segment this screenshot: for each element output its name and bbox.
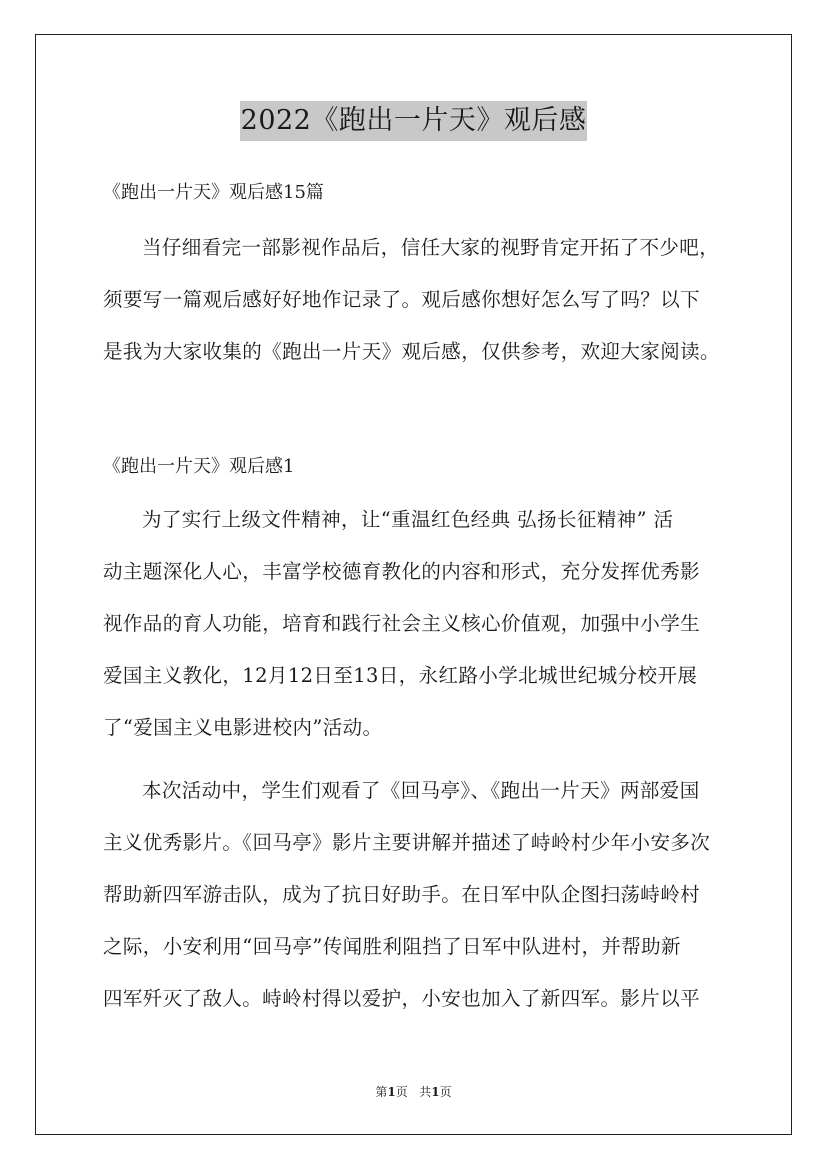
total-pages-suffix: 页 <box>439 1085 452 1099</box>
body-paragraph-2 <box>103 765 743 1025</box>
page-number: 1 <box>387 1085 396 1099</box>
body-paragraph-1 <box>103 494 743 754</box>
paragraph-line: 了“爱国主义电影进校内”活动。 <box>103 716 383 739</box>
document-title: 2022《跑出一片天》观后感 <box>240 101 588 141</box>
intro-line: 当仔细看完一部影视作品后，信任大家的视野肯定开拓了不少吧， <box>142 236 720 259</box>
paragraph-line: 爱国主义教化，12月12日至13日，永红路小学北城世纪城分校开展 <box>103 664 698 687</box>
intro-line: 是我为大家收集的《跑出一片天》观后感，仅供参考，欢迎大家阅读。 <box>103 340 720 363</box>
paragraph-line: 之际，小安利用“回马亭”传闻胜利阻挡了日军中队进村，并帮助新 <box>103 935 681 958</box>
total-pages: 1 <box>431 1085 440 1099</box>
paragraph-line: 主义优秀影片。《回马亭》影片主要讲解并描述了峙岭村少年小安多次 <box>103 831 711 854</box>
intro-paragraph <box>103 222 743 378</box>
paragraph-line: 四军歼灭了敌人。峙岭村得以爱护，小安也加入了新四军。影片以平 <box>103 987 701 1010</box>
total-pages-prefix: 共 <box>419 1085 432 1099</box>
page-footer <box>0 1084 827 1100</box>
page-number-prefix: 第 <box>375 1085 388 1099</box>
page-number-suffix: 页 <box>395 1085 408 1099</box>
paragraph-line: 帮助新四军游击队，成为了抗日好助手。在日军中队企图扫荡峙岭村 <box>103 883 701 906</box>
paragraph-line: 视作品的育人功能，培育和践行社会主义核心价值观，加强中小学生 <box>103 612 701 635</box>
paragraph-line: 动主题深化人心，丰富学校德育教化的内容和形式，充分发挥优秀影 <box>103 560 701 583</box>
intro-line: 须要写一篇观后感好好地作记录了。观后感你想好怎么写了吗？以下 <box>103 288 701 311</box>
section-heading-1: 《跑出一片天》观后感1 <box>103 456 295 477</box>
section-heading-main: 《跑出一片天》观后感15篇 <box>103 182 324 203</box>
paragraph-line: 为了实行上级文件精神，让“重温红色经典 弘扬长征精神” 活 <box>142 508 674 531</box>
title-container <box>0 101 827 141</box>
paragraph-line: 本次活动中，学生们观看了《回马亭》、《跑出一片天》两部爱国 <box>142 779 700 802</box>
